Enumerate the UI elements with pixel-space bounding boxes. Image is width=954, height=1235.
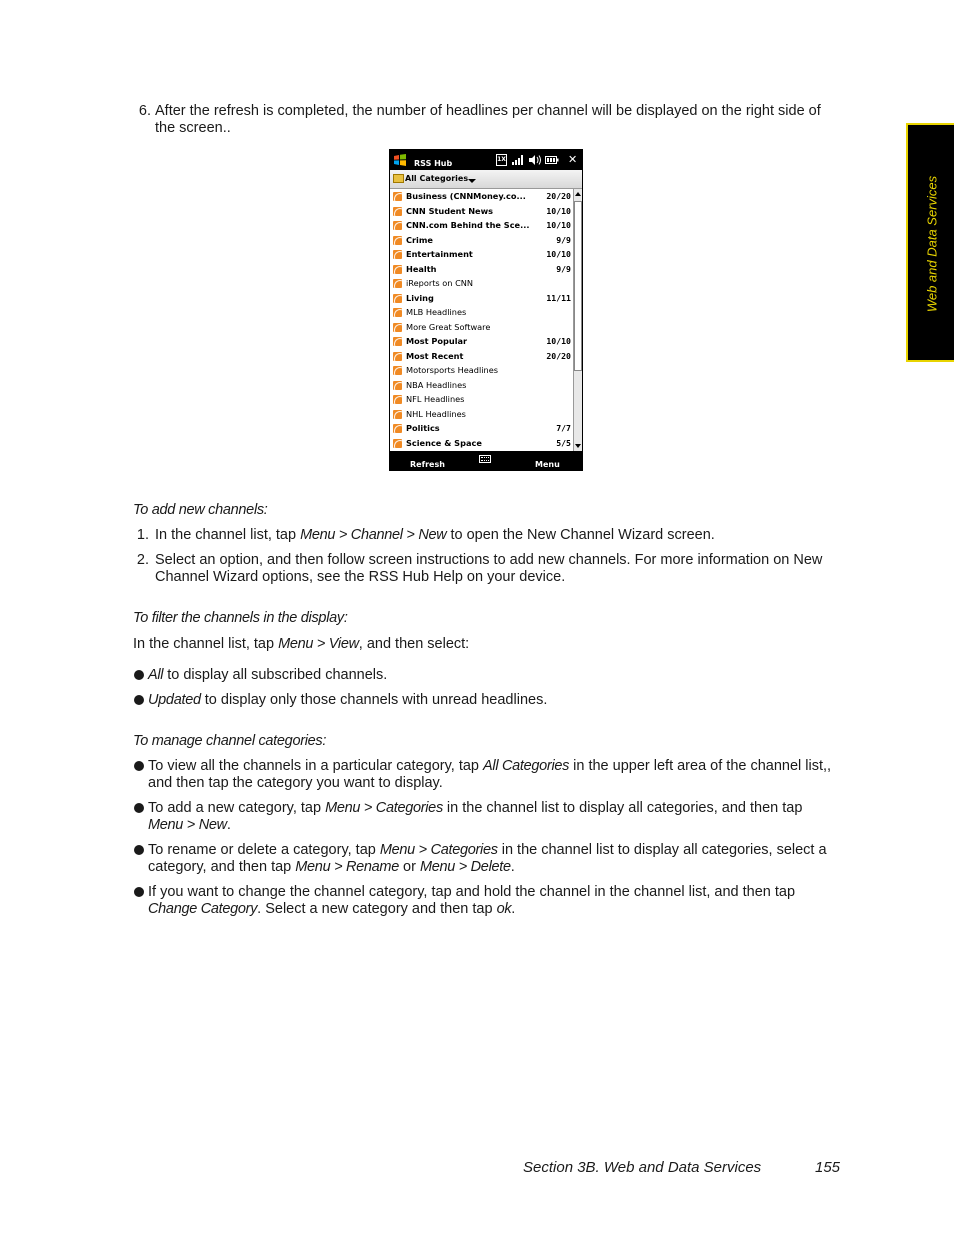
manage-b2-line2-term: Menu > New xyxy=(148,817,227,833)
soft-key-bar xyxy=(390,451,582,470)
filter-bullet-updated-text: to display only those channels with unread headlines. xyxy=(200,692,548,708)
step-6-line1: After the refresh is completed, the number of headlines per channel will be displayed on the right side of xyxy=(155,103,821,119)
channel-headline-count: 10/10 xyxy=(546,336,571,346)
folder-icon xyxy=(393,174,404,183)
channel-name: CNN.com Behind the Sce... xyxy=(406,220,530,230)
manage-b2-pre: To add a new category, tap xyxy=(148,800,326,816)
channel-headline-count: 10/10 xyxy=(546,220,571,230)
add-step-2-text xyxy=(155,552,855,586)
bullet-icon xyxy=(134,695,144,705)
manage-bullet-view xyxy=(148,758,848,792)
channel-headline-count: 20/20 xyxy=(546,350,571,361)
rss-feed-icon xyxy=(393,381,402,390)
manage-b2-term: Menu > Categories xyxy=(325,800,443,816)
step-6-text xyxy=(155,103,845,137)
channel-headline-count: 11/11 xyxy=(546,292,571,303)
channel-headline-count: 10/10 xyxy=(546,249,571,259)
channel-row[interactable] xyxy=(390,204,573,219)
channel-headline-count: 9/9 xyxy=(556,263,571,274)
manage-b1-term: All Categories xyxy=(483,758,570,774)
all-categories-dropdown[interactable]: All Categories xyxy=(405,174,469,183)
manage-b3-term: Menu > Categories xyxy=(379,842,498,858)
add-step-2-number: 2. xyxy=(136,552,149,568)
manage-b3-line2-term1: Menu > Rename xyxy=(295,859,399,875)
manage-b3-line2-post: . xyxy=(510,859,515,875)
channel-row[interactable] xyxy=(390,291,573,306)
manage-bullet-add xyxy=(148,800,848,834)
channel-row[interactable] xyxy=(390,436,573,451)
rss-feed-icon xyxy=(393,439,402,448)
channel-row[interactable] xyxy=(390,305,573,320)
rss-feed-icon xyxy=(393,294,402,303)
add-step-2-line2: Channel Wizard options, see the RSS Hub Help on your device. xyxy=(155,569,566,585)
channel-headline-count: 20/20 xyxy=(546,191,571,201)
manage-bullet-rename xyxy=(148,842,848,876)
scrollbar[interactable] xyxy=(573,189,582,451)
channel-list xyxy=(390,189,573,451)
manage-b2-line2-post: . xyxy=(226,817,231,833)
channel-name: Most Recent xyxy=(406,350,464,361)
manage-b3-line2-mid: or xyxy=(398,859,420,875)
network-1x-icon: 1X xyxy=(496,154,507,166)
channel-name: NHL Headlines xyxy=(406,408,466,419)
add-step-1-number: 1. xyxy=(136,527,149,543)
channel-name: CNN Student News xyxy=(406,205,494,216)
filter-bullet-all xyxy=(148,667,387,684)
footer-section-title: Section 3B. Web and Data Services xyxy=(523,1159,762,1176)
channel-name: iReports on CNN xyxy=(406,278,474,288)
volume-icon xyxy=(528,154,542,166)
channel-row[interactable] xyxy=(390,262,573,277)
manage-categories-heading: To manage channel categories: xyxy=(133,733,327,749)
manage-b4-line2-term: Change Category xyxy=(148,901,258,917)
channel-row[interactable] xyxy=(390,247,573,262)
channel-headline-count: 10/10 xyxy=(546,205,571,216)
manage-b4-line1: If you want to change the channel category, tap and hold the channel in the channel list, and then tap xyxy=(148,884,796,900)
phone-title-bar xyxy=(390,150,582,170)
manage-b3-pre: To rename or delete a category, tap xyxy=(148,842,380,858)
channel-row[interactable] xyxy=(390,218,573,233)
menu-softkey[interactable]: Menu xyxy=(535,460,560,469)
close-icon[interactable]: ✕ xyxy=(568,153,578,166)
manage-b4-line2-post: . xyxy=(511,901,516,917)
phone-app-title: RSS Hub xyxy=(414,159,453,168)
rss-feed-icon xyxy=(393,207,402,216)
manage-b3-line2-term2: Menu > Delete xyxy=(419,859,511,875)
channel-row[interactable] xyxy=(390,334,573,349)
manage-b4-line2-term2: ok xyxy=(496,901,512,917)
channel-headline-count: 9/9 xyxy=(556,234,571,245)
step-6-number: 6. xyxy=(138,103,151,119)
manage-b1-pre: To view all the channels in a particular category, tap xyxy=(148,758,484,774)
channel-name: Living xyxy=(406,292,434,303)
rss-feed-icon xyxy=(393,308,402,317)
filter-bullet-updated-term: Updated xyxy=(148,692,201,708)
filter-bullet-all-term: All xyxy=(148,667,164,683)
rss-feed-icon xyxy=(393,192,402,201)
channel-row[interactable] xyxy=(390,349,573,364)
channel-row[interactable] xyxy=(390,392,573,407)
channel-name: MLB Headlines xyxy=(406,307,467,317)
manage-bullet-change xyxy=(148,884,848,918)
channel-row[interactable] xyxy=(390,421,573,436)
refresh-softkey[interactable]: Refresh xyxy=(410,460,445,469)
channel-row[interactable] xyxy=(390,378,573,393)
filter-bullet-updated xyxy=(148,692,547,709)
channel-name: Science & Space xyxy=(406,437,482,448)
channel-name: More Great Software xyxy=(406,321,491,332)
rss-feed-icon xyxy=(393,221,402,230)
section-side-tab xyxy=(906,123,954,362)
windows-start-icon[interactable] xyxy=(393,153,407,167)
filter-intro-path: Menu > View xyxy=(278,636,359,652)
channel-name: Health xyxy=(406,263,437,274)
bullet-icon xyxy=(134,845,144,855)
keyboard-icon[interactable] xyxy=(479,455,491,463)
channel-name: Motorsports Headlines xyxy=(406,365,499,375)
bullet-icon xyxy=(134,761,144,771)
filter-intro-post: , and then select: xyxy=(358,636,470,652)
channel-row[interactable] xyxy=(390,320,573,335)
bullet-icon xyxy=(134,803,144,813)
scrollbar-thumb[interactable] xyxy=(574,201,582,371)
channel-name: NBA Headlines xyxy=(406,379,467,390)
scroll-up-arrow-icon[interactable] xyxy=(575,192,581,196)
add-step-1-path: Menu > Channel > New xyxy=(300,527,447,543)
channel-name: NFL Headlines xyxy=(406,394,465,404)
channel-name: Business (CNNMoney.co... xyxy=(406,191,526,201)
rss-feed-icon xyxy=(393,352,402,361)
dropdown-arrow-icon xyxy=(468,179,476,183)
manage-b2-post: in the channel list to display all categories, and then tap xyxy=(442,800,803,816)
rss-feed-icon xyxy=(393,410,402,419)
rss-feed-icon xyxy=(393,337,402,346)
channel-name: Most Popular xyxy=(406,336,468,346)
signal-icon xyxy=(511,154,525,166)
channel-name: Entertainment xyxy=(406,249,473,259)
rss-feed-icon xyxy=(393,250,402,259)
rss-feed-icon xyxy=(393,323,402,332)
category-bar[interactable] xyxy=(390,170,582,189)
manage-b1-post: in the upper left area of the channel list,, xyxy=(569,758,832,774)
channel-row[interactable] xyxy=(390,276,573,291)
filter-bullet-all-text: to display all subscribed channels. xyxy=(163,667,388,683)
bullet-icon xyxy=(134,670,144,680)
add-step-1-post: to open the New Channel Wizard screen. xyxy=(446,527,715,543)
add-step-1-text xyxy=(155,527,855,544)
channel-row[interactable] xyxy=(390,407,573,422)
manage-b3-line2-pre: category, and then tap xyxy=(148,859,296,875)
footer-page-number: 155 xyxy=(815,1159,841,1176)
add-step-1-pre: In the channel list, tap xyxy=(155,527,301,543)
filter-intro xyxy=(133,636,469,653)
filter-channels-heading: To filter the channels in the display: xyxy=(133,610,348,626)
scroll-down-arrow-icon[interactable] xyxy=(575,444,581,448)
channel-headline-count: 5/5 xyxy=(556,437,571,448)
filter-intro-pre: In the channel list, tap xyxy=(133,636,279,652)
rss-feed-icon xyxy=(393,279,402,288)
rss-feed-icon xyxy=(393,265,402,274)
rss-feed-icon xyxy=(393,424,402,433)
channel-name: Politics xyxy=(406,423,440,433)
manage-b1-line2: and then tap the category you want to display. xyxy=(148,775,443,791)
rss-feed-icon xyxy=(393,236,402,245)
manage-b4-line2-mid: . Select a new category and then tap xyxy=(257,901,497,917)
rss-feed-icon xyxy=(393,366,402,375)
channel-row[interactable] xyxy=(390,189,573,204)
step-6-line2: the screen.. xyxy=(155,120,231,136)
channel-headline-count: 7/7 xyxy=(556,423,571,433)
channel-row[interactable] xyxy=(390,363,573,378)
bullet-icon xyxy=(134,887,144,897)
channel-name: Crime xyxy=(406,234,433,245)
battery-icon xyxy=(545,154,559,166)
side-tab-label: Web and Data Services xyxy=(924,175,940,313)
manage-b3-post: in the channel list to display all categories, select a xyxy=(497,842,827,858)
rss-hub-screenshot xyxy=(389,149,583,471)
channel-row[interactable] xyxy=(390,233,573,248)
add-step-2-line1: Select an option, and then follow screen instructions to add new channels. For more information on New xyxy=(155,552,823,568)
rss-feed-icon xyxy=(393,395,402,404)
add-channels-heading: To add new channels: xyxy=(133,502,268,518)
